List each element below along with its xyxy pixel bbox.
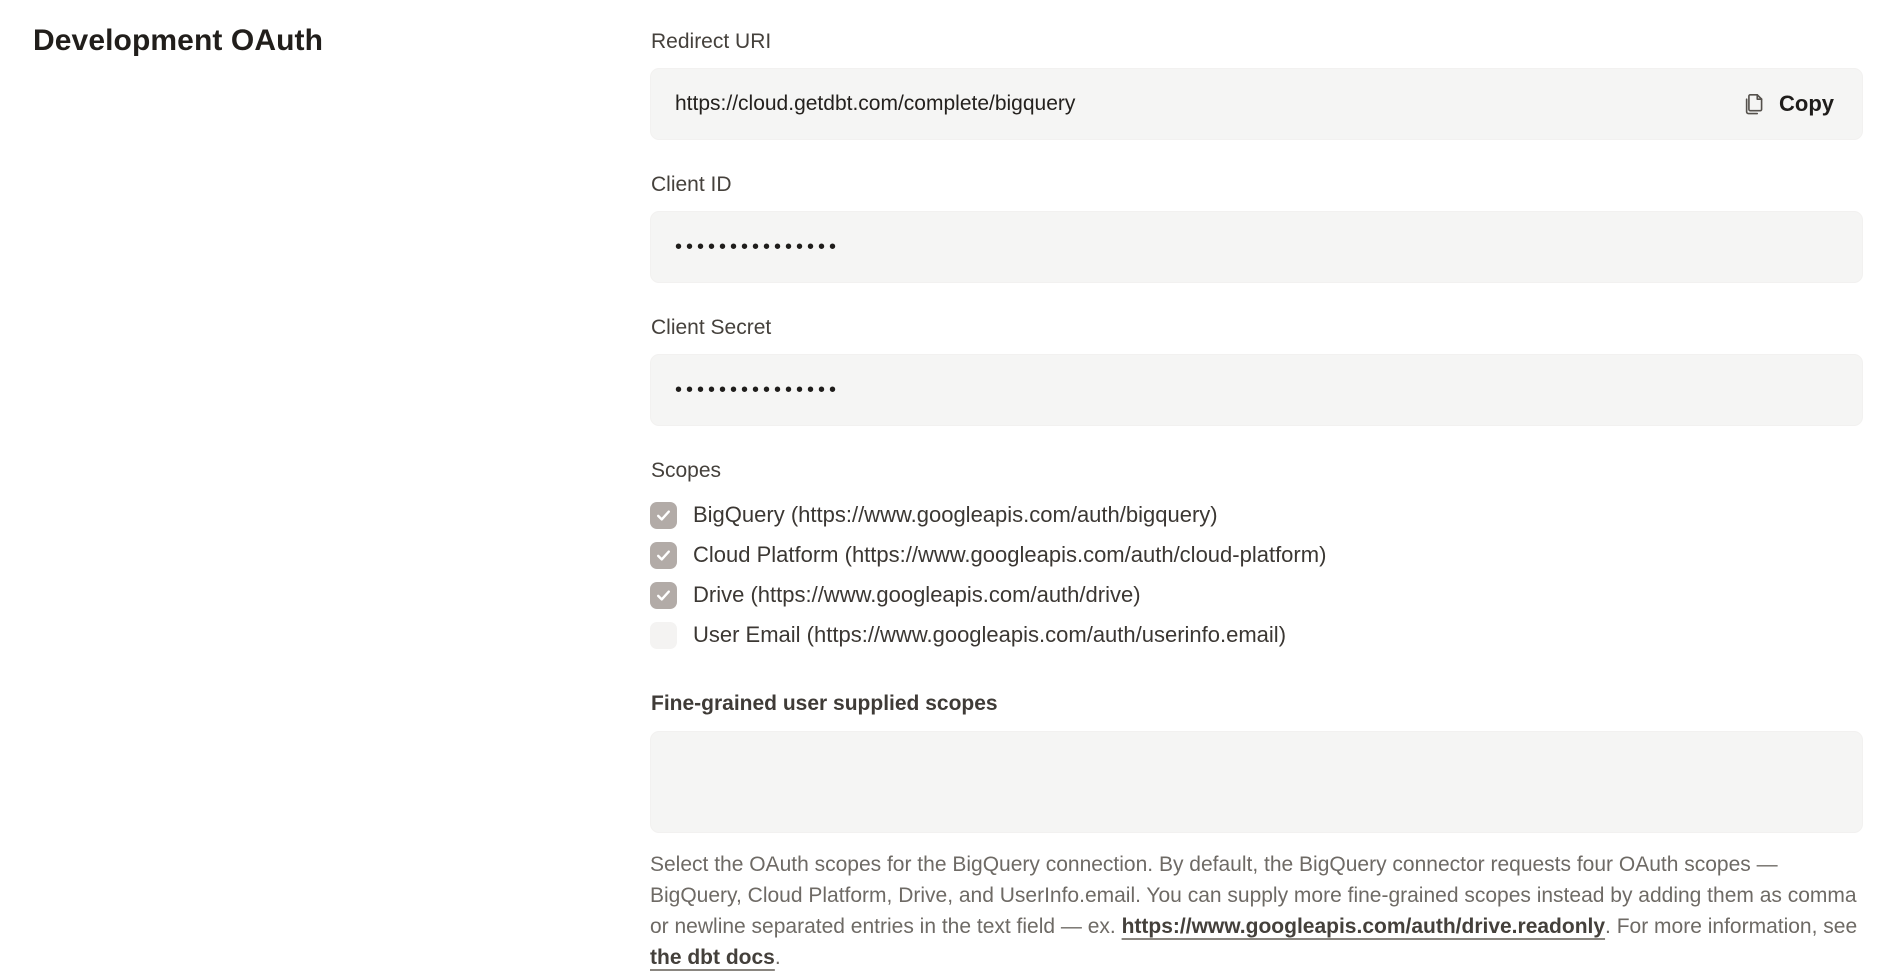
help-text-part2: . For more information, see bbox=[1605, 915, 1858, 938]
section-title: Development OAuth bbox=[33, 24, 324, 57]
client-secret-group bbox=[650, 316, 1864, 426]
scope-checkbox-drive[interactable] bbox=[650, 582, 677, 609]
scope-row-drive bbox=[650, 575, 1864, 615]
redirect-uri-field bbox=[650, 68, 1863, 140]
client-secret-label: Client Secret bbox=[651, 316, 772, 339]
help-text-part3: . bbox=[774, 946, 781, 969]
scope-label-cloud-platform: Cloud Platform (https://www.googleapis.com/auth/cloud-platform) bbox=[693, 542, 1327, 567]
fine-grained-scopes-label: Fine-grained user supplied scopes bbox=[651, 692, 998, 715]
redirect-uri-value: https://cloud.getdbt.com/complete/bigquery bbox=[675, 92, 1076, 115]
help-text-part1: Select the OAuth scopes for the BigQuery connection. By default, the BigQuery connector requests four OAuth scopes — BigQuery, Cloud Platform, Drive, and UserInfo.email. You can supply more fine-grained scopes instead by adding them as comma or newline separated entries in the text field — ex. bbox=[650, 853, 1857, 938]
checkmark-icon bbox=[655, 587, 672, 604]
copy-button-label: Copy bbox=[1779, 91, 1834, 116]
redirect-uri-group bbox=[650, 30, 1864, 140]
scope-label-drive: Drive (https://www.googleapis.com/auth/drive) bbox=[693, 582, 1141, 607]
scope-checkbox-bigquery[interactable] bbox=[650, 502, 677, 529]
oauth-form bbox=[650, 0, 1864, 973]
dbt-docs-link[interactable]: the dbt docs bbox=[650, 946, 775, 969]
scope-row-user-email bbox=[650, 615, 1864, 655]
client-secret-input[interactable] bbox=[650, 354, 1863, 426]
copy-icon bbox=[1741, 91, 1767, 117]
copy-button[interactable] bbox=[1739, 87, 1836, 121]
scopes-group bbox=[650, 459, 1864, 655]
scope-label-bigquery: BigQuery (https://www.googleapis.com/auth/bigquery) bbox=[693, 502, 1218, 527]
client-id-input[interactable] bbox=[650, 211, 1863, 283]
checkmark-icon bbox=[655, 547, 672, 564]
client-id-group bbox=[650, 173, 1864, 283]
scope-checkbox-user-email[interactable] bbox=[650, 622, 677, 649]
scopes-help-text bbox=[650, 849, 1863, 973]
client-id-label: Client ID bbox=[651, 173, 732, 196]
section-header bbox=[0, 0, 650, 58]
scope-row-bigquery bbox=[650, 495, 1864, 535]
scope-checkbox-cloud-platform[interactable] bbox=[650, 542, 677, 569]
drive-readonly-scope-link[interactable]: https://www.googleapis.com/auth/drive.readonly bbox=[1121, 915, 1606, 938]
fine-grained-scopes-group bbox=[650, 692, 1864, 973]
checkmark-icon bbox=[655, 507, 672, 524]
scope-row-cloud-platform bbox=[650, 535, 1864, 575]
fine-grained-scopes-input[interactable] bbox=[650, 731, 1863, 833]
scope-label-user-email: User Email (https://www.googleapis.com/auth/userinfo.email) bbox=[693, 622, 1287, 647]
scopes-label: Scopes bbox=[651, 459, 722, 482]
redirect-uri-label: Redirect URI bbox=[651, 30, 772, 53]
